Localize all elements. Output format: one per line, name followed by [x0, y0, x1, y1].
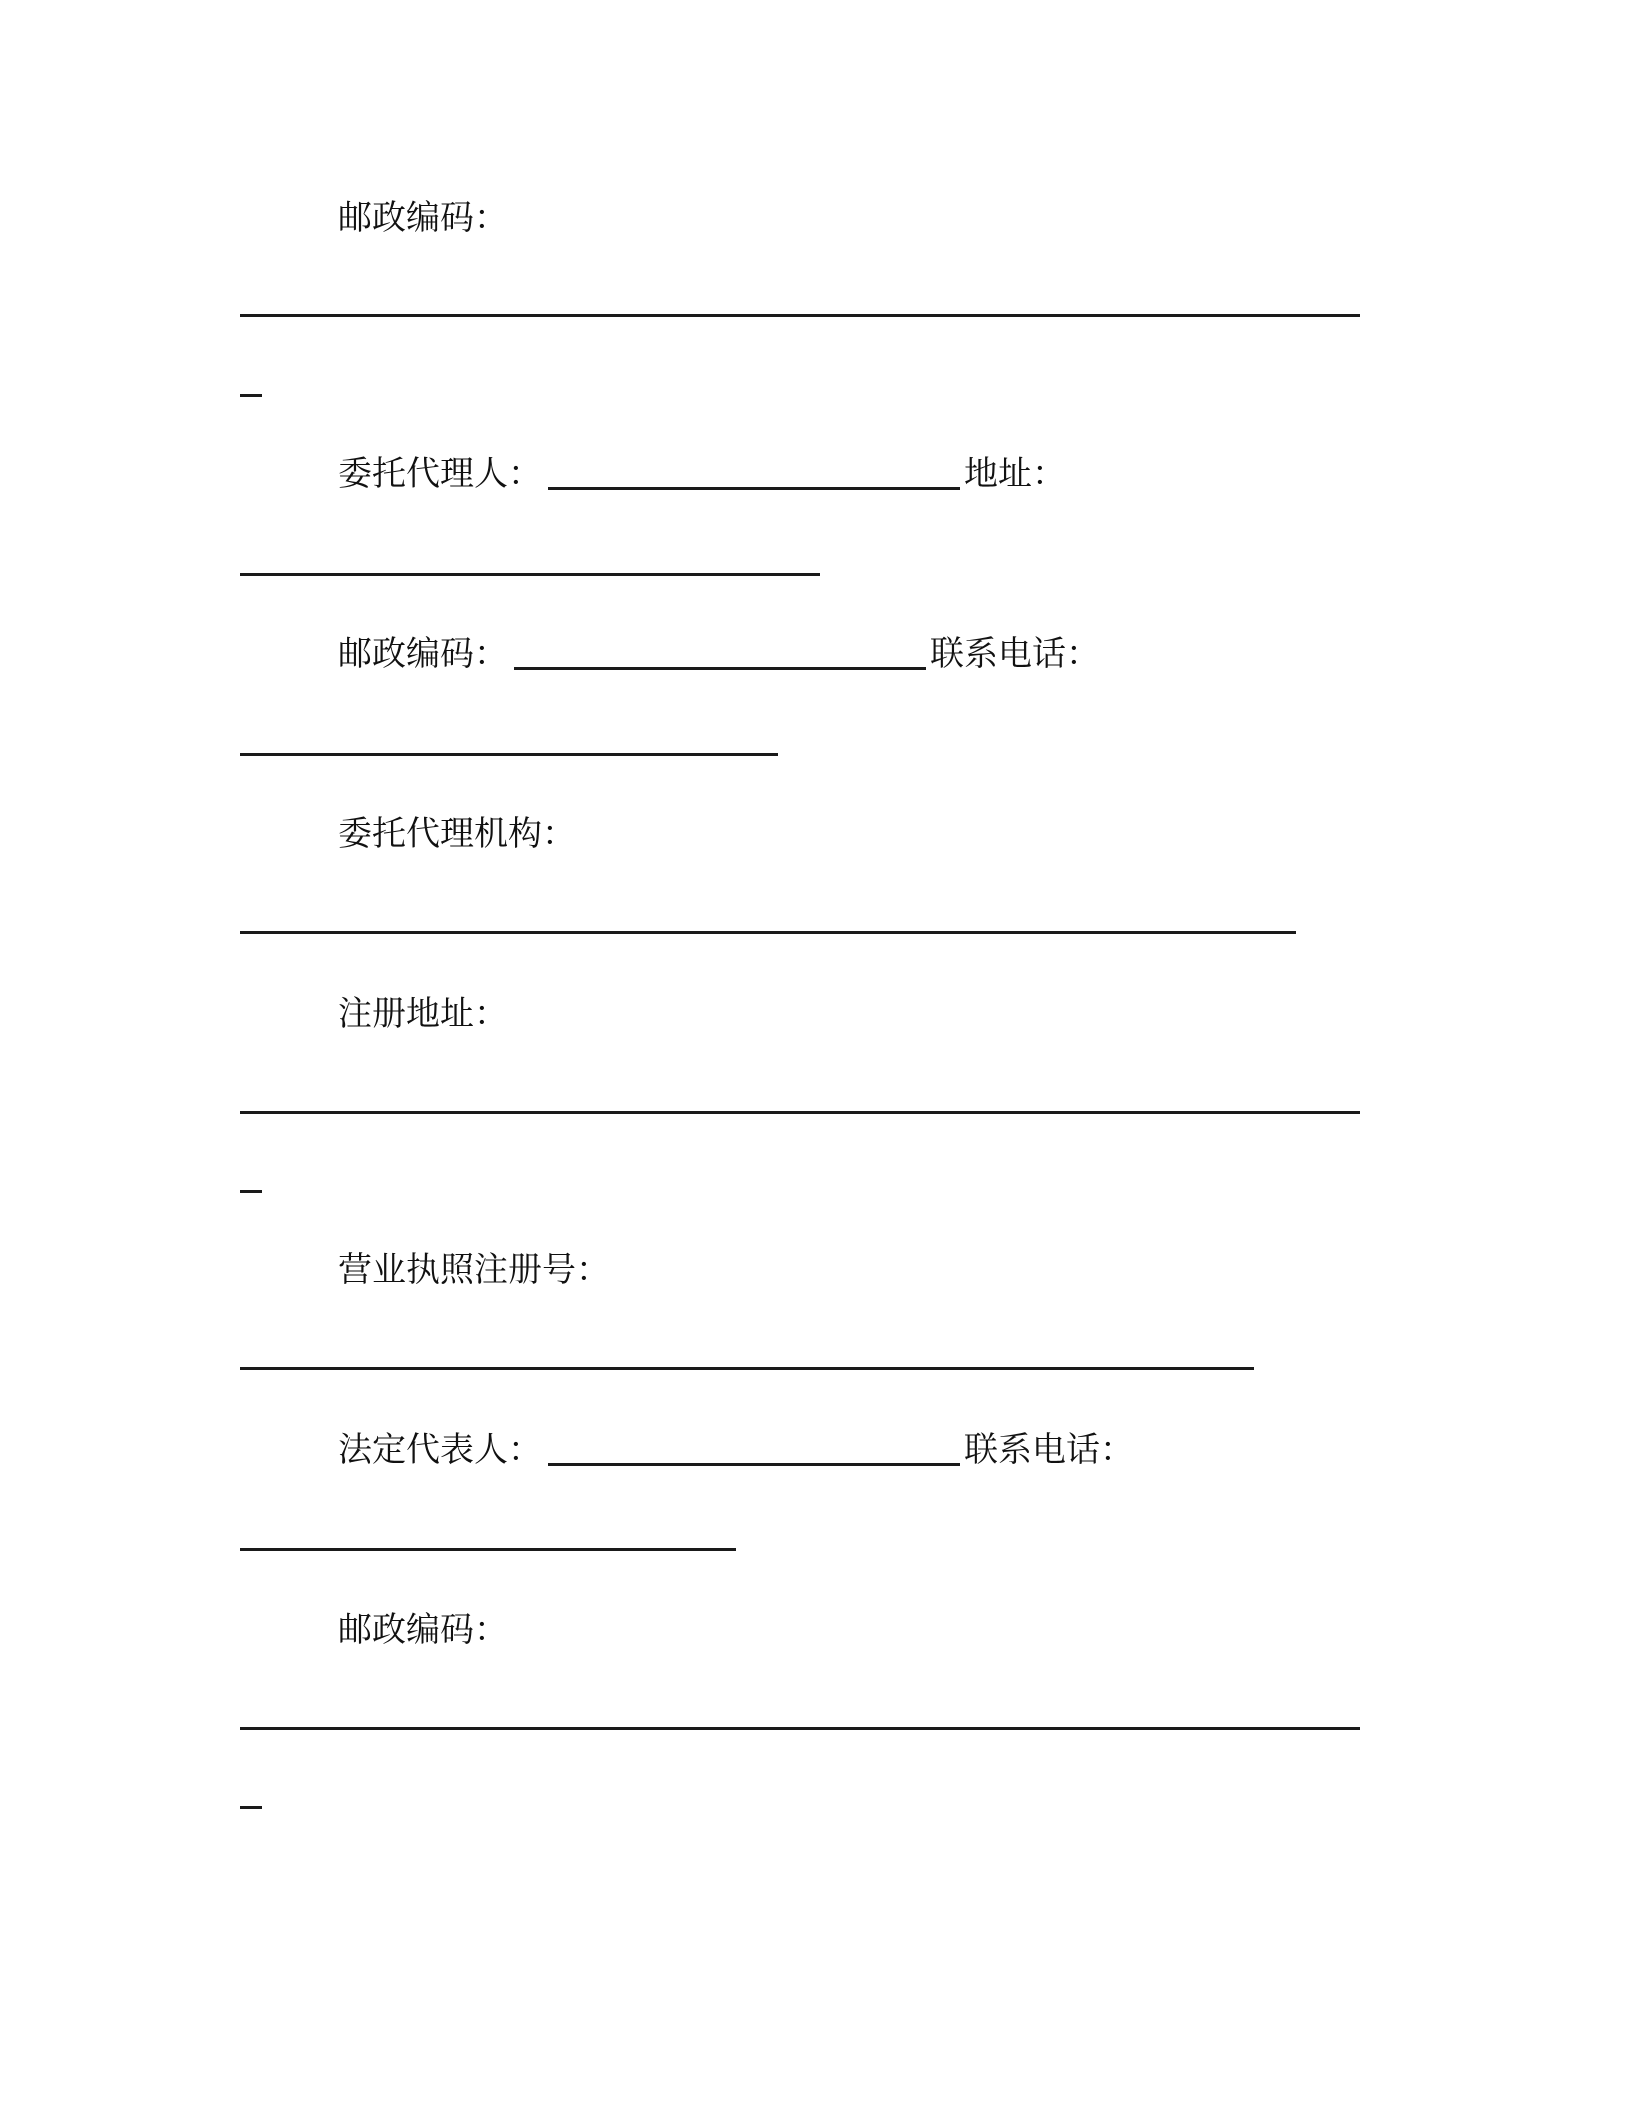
agency-blank-line	[240, 931, 1296, 934]
registered-address-blank-line	[240, 1111, 1360, 1114]
phone-label-1: 联系电话：	[930, 634, 1100, 674]
phone-label-2: 联系电话：	[964, 1430, 1134, 1470]
license-blank-line	[240, 1367, 1254, 1370]
license-field	[338, 1248, 610, 1292]
postcode-blank-line-3	[240, 1727, 1360, 1730]
registered-address-blank-stub	[240, 1190, 262, 1193]
postcode-label-2: 邮政编码：	[338, 634, 508, 674]
legal-rep-field	[338, 1428, 1134, 1472]
license-label: 营业执照注册号：	[338, 1250, 610, 1290]
postcode-blank-stub-1	[240, 394, 262, 397]
postcode-blank-stub-3	[240, 1806, 262, 1809]
legal-rep-label: 法定代表人：	[338, 1430, 542, 1470]
agent-label: 委托代理人：	[338, 454, 542, 494]
registered-address-label: 注册地址：	[338, 994, 508, 1034]
agent-field	[338, 452, 1066, 496]
registered-address-field	[338, 992, 508, 1036]
address-blank-line	[240, 573, 820, 576]
postcode-blank-2	[514, 667, 926, 670]
postcode-label-1: 邮政编码：	[338, 198, 508, 238]
agent-blank	[548, 487, 960, 490]
postcode-field-1	[338, 196, 508, 240]
postcode-blank-line-1	[240, 314, 1360, 317]
address-label: 地址：	[964, 454, 1066, 494]
phone-blank-line-2	[240, 1548, 736, 1551]
agency-label: 委托代理机构：	[338, 814, 576, 854]
legal-rep-blank	[548, 1463, 960, 1466]
postcode-field-2	[338, 632, 1100, 676]
postcode-label-3: 邮政编码：	[338, 1610, 508, 1650]
agency-field	[338, 812, 576, 856]
phone-blank-line-1	[240, 753, 778, 756]
postcode-field-3	[338, 1608, 508, 1652]
